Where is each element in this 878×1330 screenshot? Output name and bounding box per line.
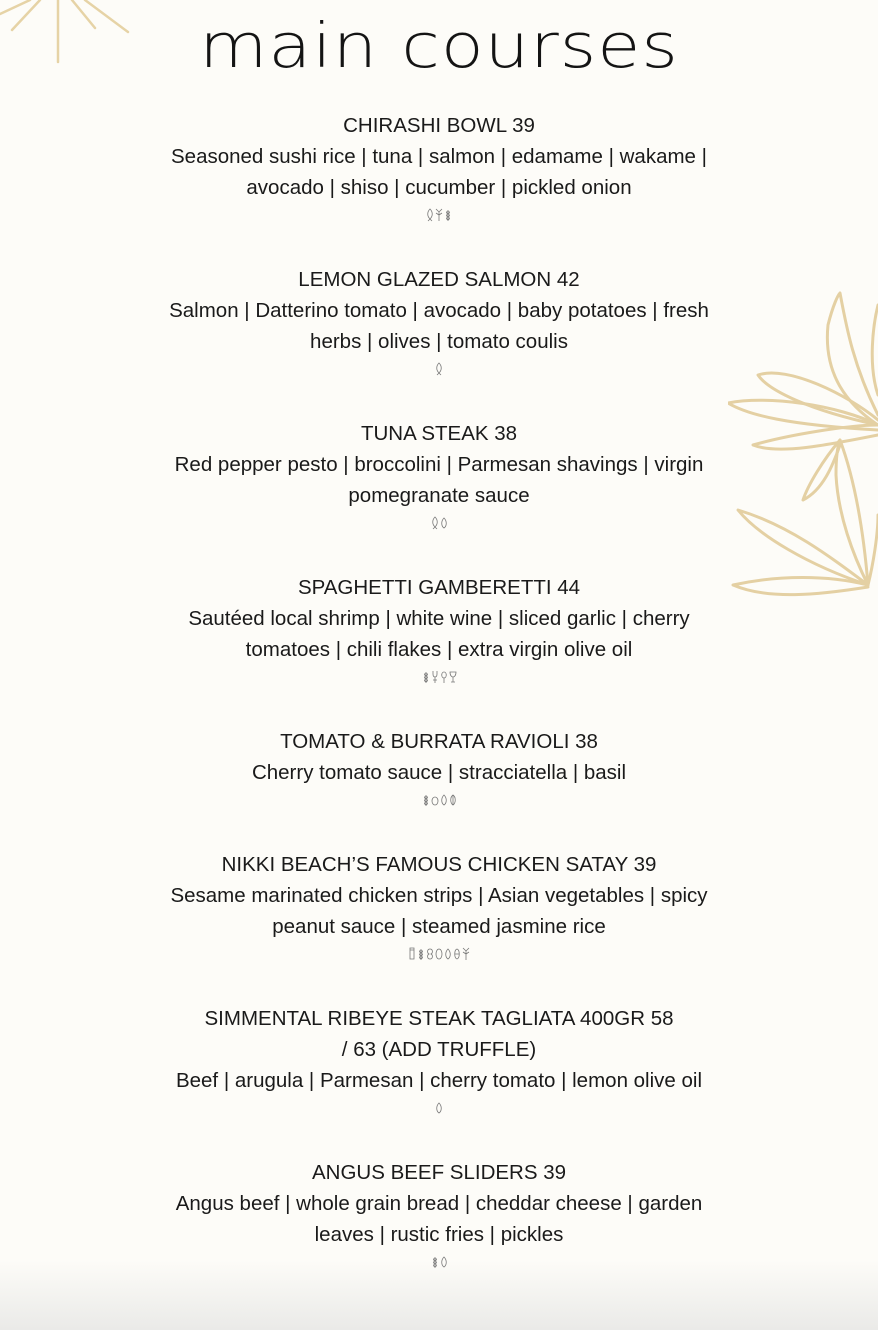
milk-allergen-icon <box>444 947 452 961</box>
dish-name: TUNA STEAK 38 <box>360 422 518 445</box>
celery-allergen-icon <box>435 208 443 222</box>
sulphite-allergen-icon <box>449 670 457 684</box>
menu-item-chirashi-bowl <box>154 110 724 227</box>
celery-allergen-icon <box>462 947 470 961</box>
dish-description: Sesame marinated chicken strips | Asian vegetables | spicy peanut sauce | steamed jasmine rice <box>170 884 708 938</box>
milk-allergen-icon <box>440 793 448 807</box>
page-title: main courses <box>199 9 679 83</box>
sesame-allergen-icon <box>453 947 461 961</box>
dish-description: Cherry tomato sauce | stracciatella | basil <box>251 761 627 784</box>
fish-allergen-icon <box>431 516 439 530</box>
allergen-icons <box>154 511 724 535</box>
dish-name: SPAGHETTI GAMBERETTI 44 <box>297 576 581 599</box>
allergen-icons <box>154 357 724 381</box>
gluten-allergen-icon <box>422 670 430 684</box>
dish-name: LEMON GLAZED SALMON 42 <box>298 268 580 291</box>
mollusc-allergen-icon <box>440 670 448 684</box>
dish-description: Sautéed local shrimp | white wine | sliced garlic | cherry tomatoes | chili flakes | extra virgin olive oil <box>188 607 690 661</box>
menu-item-tomato-burrata-ravioli <box>154 726 724 812</box>
menu-item-tuna-steak <box>154 418 724 535</box>
dish-description: Seasoned sushi rice | tuna | salmon | edamame | wakame | avocado | shiso | cucumber | pickled onion <box>171 145 707 199</box>
dish-description: Red pepper pesto | broccolini | Parmesan shavings | virgin pomegranate sauce <box>174 453 704 507</box>
allergen-icons <box>154 788 724 812</box>
menu-item-ribeye-steak <box>154 1003 724 1120</box>
allergen-icons <box>154 942 724 966</box>
menu-item-angus-beef-sliders <box>154 1157 724 1274</box>
dish-description: Angus beef | whole grain bread | cheddar cheese | garden leaves | rustic fries | pickles <box>175 1192 703 1246</box>
milk-allergen-icon <box>440 516 448 530</box>
nuts-allergen-icon <box>449 793 457 807</box>
menu-item-spaghetti-gamberetti <box>154 572 724 689</box>
gluten-allergen-icon <box>417 947 425 961</box>
gluten-allergen-icon <box>444 208 452 222</box>
menu-item-lemon-glazed-salmon <box>154 264 724 381</box>
allergen-icons <box>154 1096 724 1120</box>
gluten-allergen-icon <box>422 793 430 807</box>
dish-name: ANGUS BEEF SLIDERS 39 <box>311 1161 567 1184</box>
dish-name: NIKKI BEACH’S FAMOUS CHICKEN SATAY 39 <box>221 853 657 876</box>
mustard-allergen-icon <box>408 947 416 961</box>
dish-name: CHIRASHI BOWL 39 <box>343 114 535 137</box>
bottom-shadow <box>0 1260 878 1330</box>
egg-allergen-icon <box>431 793 439 807</box>
milk-allergen-icon <box>435 1101 443 1115</box>
dish-name: SIMMENTAL RIBEYE STEAK TAGLIATA 400GR 58 / 63 (ADD TRUFFLE) <box>204 1007 674 1061</box>
allergen-icons <box>154 203 724 227</box>
crustacean-allergen-icon <box>431 670 439 684</box>
fish-allergen-icon <box>426 208 434 222</box>
allergen-icons <box>154 665 724 689</box>
dish-description: Beef | arugula | Parmesan | cherry tomato | lemon olive oil <box>175 1069 703 1092</box>
peanut-allergen-icon <box>426 947 434 961</box>
dish-name: TOMATO & BURRATA RAVIOLI 38 <box>280 730 598 753</box>
fish-allergen-icon <box>435 362 443 376</box>
menu-item-chicken-satay <box>154 849 724 966</box>
menu-list <box>0 110 878 1274</box>
dish-description: Salmon | Datterino tomato | avocado | baby potatoes | fresh herbs | olives | tomato coulis <box>169 299 709 353</box>
soy-allergen-icon <box>435 947 443 961</box>
